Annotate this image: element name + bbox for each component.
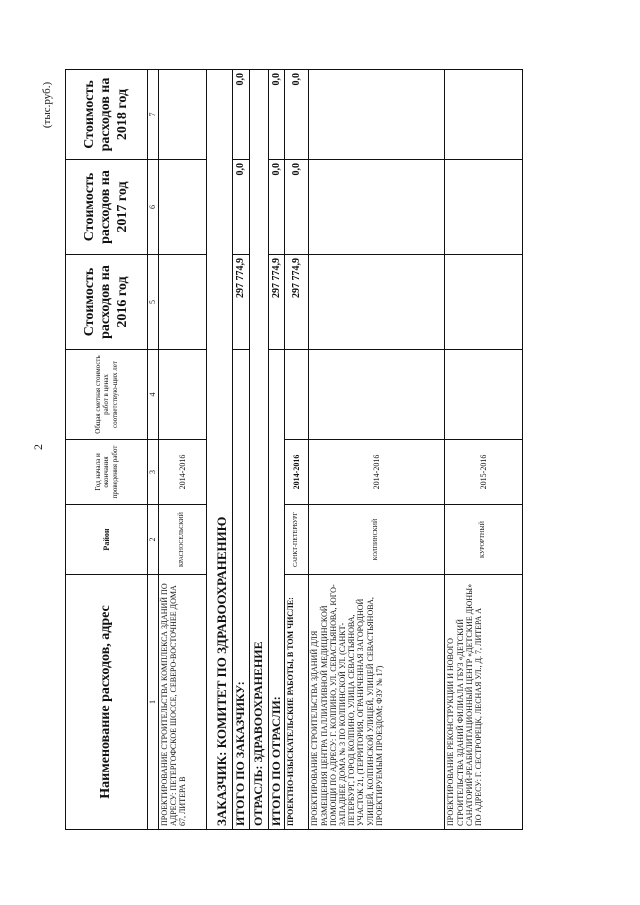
branch-label: ОТРАСЛЬ: ЗДРАВООХРАНЕНИЕ bbox=[249, 70, 268, 830]
row-period: 2014-2016 bbox=[309, 440, 445, 505]
branch-total-2018: 0,0 bbox=[268, 70, 285, 160]
survey-2018: 0,0 bbox=[285, 70, 309, 160]
column-number: 3 bbox=[148, 440, 159, 505]
header-cost-2016: Стоимость расходов на 2016 год bbox=[66, 255, 148, 350]
branch-total-label: ИТОГО ПО ОТРАСЛИ: bbox=[268, 350, 285, 830]
customer-total-label: ИТОГО ПО ЗАКАЗЧИКУ: bbox=[233, 350, 250, 830]
customer-total-2016: 297 774,9 bbox=[233, 255, 250, 350]
table-row bbox=[159, 70, 207, 830]
table-row bbox=[445, 70, 523, 830]
column-number: 6 bbox=[148, 160, 159, 255]
customer-label: ЗАКАЗЧИК: КОМИТЕТ ПО ЗДРАВООХРАНЕНИЮ bbox=[207, 70, 233, 830]
row-district: КУРОРТНЫЙ bbox=[445, 505, 523, 575]
header-cost-2017: Стоимость расходов на 2017 год bbox=[66, 160, 148, 255]
customer-row bbox=[207, 70, 233, 830]
branch-total-row bbox=[268, 70, 285, 830]
branch-total-2016: 297 774,9 bbox=[268, 255, 285, 350]
branch-row bbox=[249, 70, 268, 830]
survey-2017: 0,0 bbox=[285, 160, 309, 255]
survey-2016: 297 774,9 bbox=[285, 255, 309, 350]
survey-row bbox=[285, 70, 309, 830]
row-period: 2015-2016 bbox=[445, 440, 523, 505]
column-number: 1 bbox=[148, 575, 159, 830]
units-label: (тыс.руб.) bbox=[41, 81, 53, 129]
survey-period: 2014-2016 bbox=[285, 440, 309, 505]
expense-table bbox=[65, 69, 523, 830]
column-number: 4 bbox=[148, 350, 159, 440]
row-name: ПРОЕКТИРОВАНИЕ РЕКОНСТРУКЦИИ И НОВОГО СТРОИТЕЛЬСТВА ЗДАНИЙ ФИЛИАЛА ГБУЗ «ДЕТСКИЙ САНАТОРИЙ-РЕАБИЛИТАЦИОННЫЙ ЦЕНТР «ДЕТСКИЕ ДЮНЫ» ПО АДРЕСУ: Г. СЕСТРОРЕЦК, ЛЕСНАЯ УЛ., Д. 7, ЛИТЕРА А bbox=[445, 575, 523, 830]
table-row bbox=[309, 70, 445, 830]
column-number: 2 bbox=[148, 505, 159, 575]
expense-table-wrapper bbox=[65, 70, 595, 830]
survey-district: САНКТ-ПЕТЕРБУРГ bbox=[285, 505, 309, 575]
column-number: 5 bbox=[148, 255, 159, 350]
document-sheet bbox=[25, 70, 615, 830]
branch-total-2017: 0,0 bbox=[268, 160, 285, 255]
row-period: 2014-2016 bbox=[159, 440, 207, 505]
header-district: Район bbox=[66, 505, 148, 575]
customer-total-row bbox=[233, 70, 250, 830]
row-name: ПРОЕКТИРОВАНИЕ СТРОИТЕЛЬСТВА ЗДАНИЙ ДЛЯ РАЗМЕЩЕНИЯ ЦЕНТРА ПАЛЛИАТИВНОЙ МЕДИЦИНСКОЙ ПОМОЩИ ПО АДРЕСУ: Г. КОЛПИНО, УЛ. СЕВАСТЬЯНОВА, ЮГО-ЗАПАДНЕЕ ДОМА № 3 ПО КОЛПИНСКОЙ УЛ. (САНКТ-ПЕТЕРБУРГ, ГОРОД КОЛПИНО, УЛИЦА СЕВАСТЬЯНОВА, УЧАСТОК 21, (ТЕРРИТОРИЯ, ОГРАНИЧЕННАЯ ЗАГОРОДНОЙ УЛИЦЕЙ, КОЛПИНСКОЙ УЛИЦЕЙ, УЛИЦЕЙ СЕВАСТЬЯНОВА, ПРОЕКТИРУЕМЫМ ПРОЕЗДОМ; ФЗУ № 17) bbox=[309, 575, 445, 830]
customer-total-2017: 0,0 bbox=[233, 160, 250, 255]
header-estimate: Общая сметная стоимость работ в ценах соответствую-щих лет bbox=[66, 350, 148, 440]
page-number: 2 bbox=[31, 444, 45, 450]
row-district: КОЛПИНСКИЙ bbox=[309, 505, 445, 575]
header-cost-2018: Стоимость расходов на 2018 год bbox=[66, 70, 148, 160]
survey-label: ПРОЕКТНО-ИЗЫСКАТЕЛЬСКИЕ РАБОТЫ, В ТОМ ЧИСЛЕ: bbox=[285, 575, 309, 830]
header-row bbox=[66, 70, 148, 830]
header-period: Год начала и окончания проведения работ bbox=[66, 440, 148, 505]
header-name: Наименование расходов, адрес bbox=[66, 575, 148, 830]
row-district: КРАСНОСЕЛЬСКИЙ bbox=[159, 505, 207, 575]
column-number-row bbox=[148, 70, 159, 830]
customer-total-2018: 0,0 bbox=[233, 70, 250, 160]
column-number: 7 bbox=[148, 70, 159, 160]
row-name: ПРОЕКТИРОВАНИЕ СТРОИТЕЛЬСТВА КОМПЛЕКСА ЗДАНИЙ ПО АДРЕСУ: ПЕТЕРГОФСКОЕ ШОССЕ, СЕВЕРО-ВОСТОЧНЕЕ ДОМА 67, ЛИТЕРА В bbox=[159, 575, 207, 830]
